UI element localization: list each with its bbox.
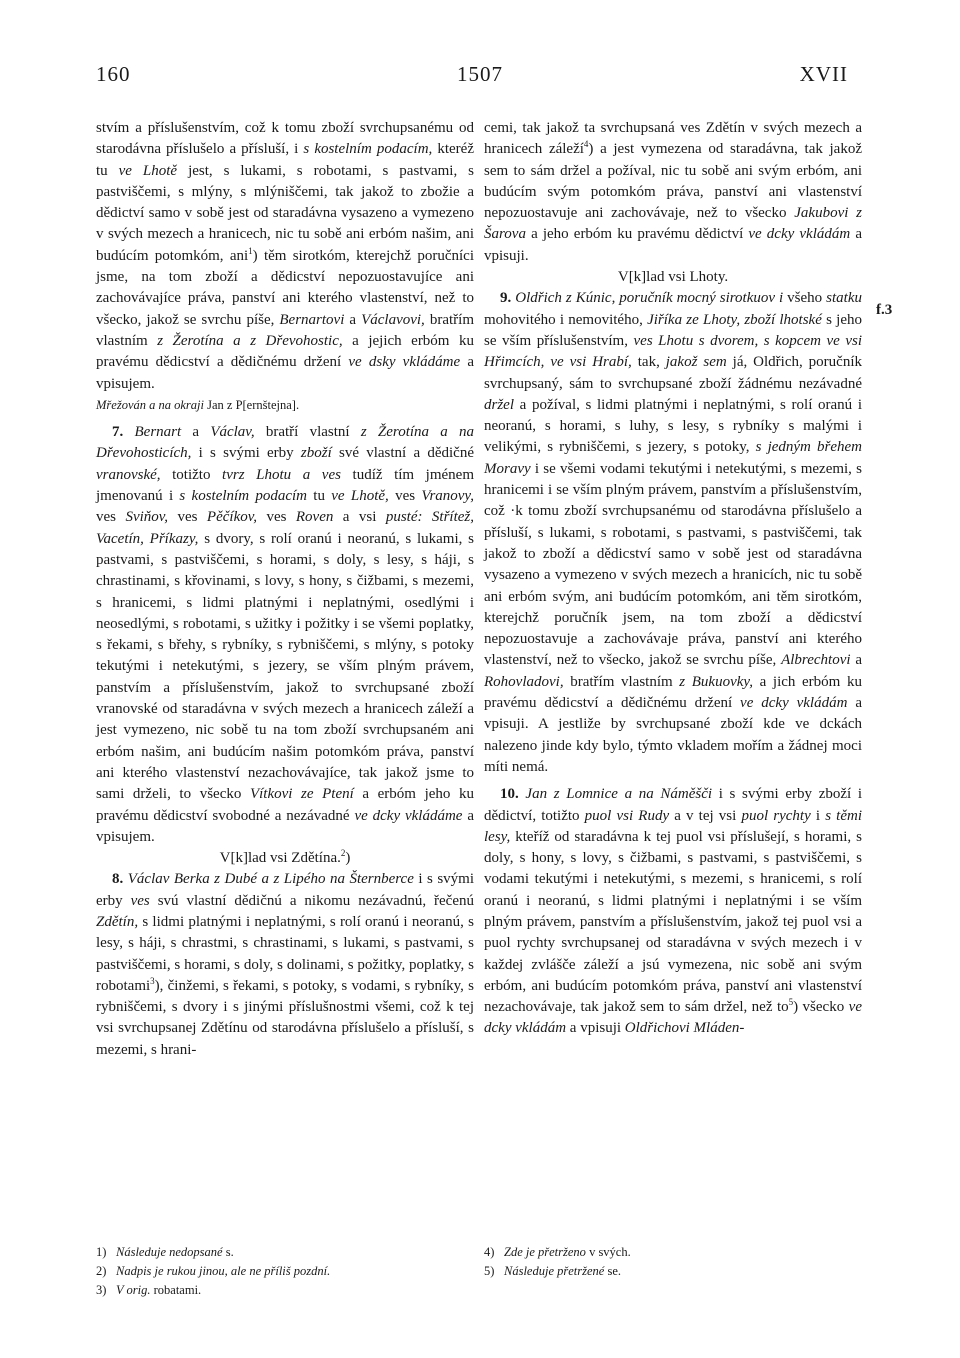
footnote [96,1281,474,1300]
footnotes-left [96,1243,474,1300]
footnote-text: Následuje nedopsané s. [116,1245,234,1259]
paragraph: 8. Václav Berka z Dubé a z Lipého na Šternberce i s svými erby ves svú vlastní dědičnú a nikomu nezávadnú, řečenú Zdětín, s lidmi platnými i neplatnými, s rolí oranú i neoranú, s lesy, s háji, s chrastmi, s chrastinami, s lukami, s pastvami, s pastviščemi, s horami, s doly, s dolinami, s požitky, poplatky, s robotami$^3$), činžemi, s řekami, s potoky, s vodami, s rybníky, s rybniščemi, s dvory i s jinými příslušnostmi všemi, což k tej vsi svrchupsanej Zdětínu od starodávna příslušelo a přísluší, s mezemi, s hrani- [96,871,474,1058]
footnote-text: Zde je přetrženo v svých. [504,1245,631,1259]
footnote-text: V orig. robatami. [116,1283,202,1297]
header-year: 1507 [457,62,503,86]
footnote-text: Nadpis je rukou jinou, ale ne příliš pozdní. [116,1264,331,1278]
footnote [484,1262,862,1281]
footnote-text: Následuje přetržené se. [504,1264,622,1278]
footnote-marker: 4) [484,1245,495,1259]
footnote-marker: 5) [484,1264,495,1278]
editorial-note: Mřežován a na okraji Jan z P[ernštejna]. [96,397,300,412]
page-number: 160 [96,62,131,86]
paragraph: 7. Bernart a Václav, bratří vlastní z Žerotína a na Dřevohosticích, i s svými erby zboží své vlastní a dědičné vranovské, totižto tvrz Lhotu a ves tudíž tím jménem jmenovanú i s kostelním podacím tu ve Lhotě, ves Vranovy, ves Sviňov, ves Pěčíkov, ves Roven a vsi pusté: Střítež, Vacetín, Příkazy, s dvory, s rolí oranú i neoranú, s lukami, s pastvami, s pastviščemi, s horami, s doly, s lesy, s háji, s chrastinami, s křovinami, s lovy, s hony, s čižbami, s mezemi, s hranicemi, s lidmi platnými i neplatnými, osedlými i neosedlými, s robotami, s užitky i požitky i se všemi poplatky, s řekami, s břehy, s rybníky, s rybniščemi, s mlýny, s potoky tekutými i netekutými, s jezery, se vším plným právem, panstvím a příslušenstvím, jakož to svrchupsané zboží vranovské od staradávna v svých mezech a hranicech záleží a jest vymezeno, nic sobě tu na tom zboží svrchupsaném ani erbóm našim, ani budúcím našim potomkóm práva, panství ani kterého vlastenství nezachovávajíce, tak jakož jsme to sami drželi, to všecko Vítkovi ze Ptení a erbóm jeho ku pravému dědicství svobodné a nezávadné ve dcky vkládáme a vpisujem. [96,424,475,845]
running-header [0,62,960,92]
paragraph: 10. Jan z Lomnice a na Náměšči i s svými erby zboží i dědictví, totižto puol vsi Rudy a v tej vsi puol rychty i s těmi lesy, kteříž od staradávna k tej puol vsi příslušejí, s horami, s doly, s hony, s lovy, s čižbami, s pastvami, s pastviščemi, s vodami tekutými i netekutými, s mezemi, s hranicemi, s rolí oranú i neoranú, s lidmi platnými i neplatnými i se vším plným právem, panstvím a příslušenstvím, jakož tej puol vsi a puol rychty svrchupsanej od staradávna v svých mezech i v každej zvlášče záleží a jsú vymezena, nic sobě ani svým erbóm, ani budúcím potomkóm práva, panství ani vlastenství nezachovávaje, tak jakož sem to sám držel, než $to^5$) všecko ve dcky vkládám a vpisuji Oldřichovi Mláden- [484,786,863,1037]
footnotes-right [484,1243,862,1281]
paragraph: stvím a příslušenstvím, což k tomu zboží svrchupsanému od starodávna příslušelo a přísluší, i s kostelním podacím, kteréž tu ve Lhotě jest, s lukami, s robotami, s pastvami, s pastviščemi, s mlýny, s mlýniščemi, tak jakož to zbožie a dědictví samo v sobě jest od staradávna vysazeno a vymezeno v svých mezech a hranicech, nic tu sobě ani erbóm našim, ani budúcím potomkóm, ani$^1$) těm sirotkóm, kterejchž poručníci jsme, na tom zboží a dědicství nepozuostavujíce ani zachovávajíce práva, panství ani kterého vlastenství, než to všecko, jakož se svrchu píše, Bernartovi a Václavovi, bratřím vlastním z Žerotína a z Dřevohostic, a jejich erbóm ku pravému dědicství a dědičnému držení ve dsky vkládáme a vpisujem. [96,120,474,392]
footnote-marker: 3) [96,1283,107,1297]
footnote [96,1262,474,1281]
header-section: XVII [799,62,848,86]
folio-margin-note: f.3 [876,302,893,318]
footnote [96,1243,474,1262]
right-text-column [484,118,862,1040]
footnote-marker: 2) [96,1264,107,1278]
footnote-marker: 1) [96,1245,107,1259]
footnote [484,1243,862,1262]
entry-heading: V[k]lad vsi Lhoty. [617,269,729,286]
paragraph: 9. Oldřich z Kúnic, poručník mocný sirotkuov i všeho statku mohovitého i nemovitého, Jiříka ze Lhoty, zboží lhotské s jeho se vším příslušenstvím, ves Lhotu s dvorem, s kopcem ve vsi Hřimcích, ve vsi Hrabí, tak, jakož sem já, Oldřich, poručník svrchupsaný, sám to svrchupsané zboží žádnému nezávadné držel a požíval, s lidmi platnými i neplatnými, s rolí oranú i neoranú, s horami, s luhy, s lesy, s rybníky s malými i velikými, s rybniščemi, s jezery, s potoky, s jedným břehem Moravy i se všemi vodami tekutými i netekutými, s mezemi, s hranicemi i se vším plným právem, panstvím a příslušenstvím, což ·k tomu zboží svrchupsanému od starodávna příslušelo a přísluší, s lukami, s robotami, s pastvami, s pastviščemi, tak jakož to zboží a dědicství samo v sobě jest od staradávna vysazeno a vymezeno v svých mezech a hranicích, nic tu sobě ani erbóm svým, ani budúcím potomkóm, ani těm sirotkóm, kterejchž poručník jsem, na tom zboží a dědicství nepozuostavuje a zachovávaje práva, panství ani kterého vlastenství, než to všecko, jakož se svrchu píše, Albrechtovi a Rohovladovi, bratřím vlastním z Bukuovky, a jich erbóm ku pravému dědicství a dědičnému držení ve dcky vkládám a vpisuji. A jestliže by svrchupsané zboží kde ve dckách nalezeno jinde kdy bylo, týmto vkladem mořím a žádnej moci míti nemá. [484,290,863,775]
paragraph: cemi, tak jakož ta svrchupsaná ves Zdětín v svých mezech a hranicech záleží$^4$) a jest vymezena od staradávna, tak jakož sem to sám držel a požíval, nic tu sobě ani svým erbóm, ani budúcím svým potomkóm práva, panství ani vlastenství nepozuostavuje ani zachovávaje, než to všecko Jakubovi z Šarova a jeho erbóm ku pravému dědictví ve dcky vkládám a vpisuji. [484,120,862,264]
entry-heading: V[k]lad vsi Zdětína.$^2$) [219,848,351,867]
left-text-column [96,118,474,1061]
